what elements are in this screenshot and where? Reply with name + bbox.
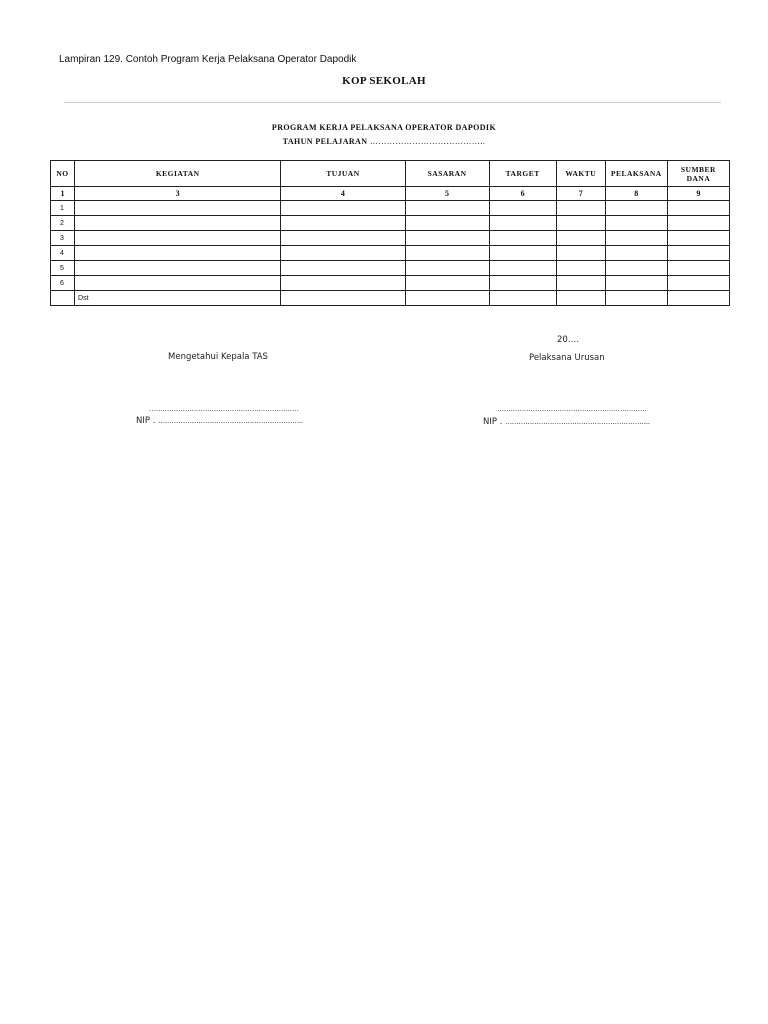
row-sasaran [405,216,489,231]
header-number-cell: 9 [667,187,729,201]
row-target [489,291,556,306]
program-title [0,121,768,149]
header-tujuan: TUJUAN [281,161,405,187]
header-target: TARGET [489,161,556,187]
table-row [51,201,730,216]
row-tujuan [281,201,405,216]
row-tujuan [281,276,405,291]
row-kegiatan [75,231,281,246]
row-target [489,231,556,246]
header-pelaksana: PELAKSANA [605,161,667,187]
header-number-cell: 3 [75,187,281,201]
row-target [489,261,556,276]
table-row [51,276,730,291]
header-waktu: WAKTU [556,161,605,187]
table-row [51,291,730,306]
row-sumber-dana [667,201,729,216]
row-sumber-dana [667,216,729,231]
table-row [51,231,730,246]
row-sasaran [405,261,489,276]
row-sumber-dana [667,231,729,246]
row-waktu [556,291,605,306]
table-row [51,261,730,276]
row-sumber-dana [667,291,729,306]
row-sasaran [405,246,489,261]
left-nip [136,416,303,426]
row-sasaran [405,231,489,246]
row-tujuan [281,291,405,306]
header-sumber-dana: SUMBER DANA [667,161,729,187]
header-number-cell: 8 [605,187,667,201]
header-kegiatan: KEGIATAN [75,161,281,187]
row-waktu [556,201,605,216]
header-divider [64,102,721,103]
row-waktu [556,231,605,246]
header-number-cell: 7 [556,187,605,201]
row-tujuan [281,231,405,246]
row-pelaksana [605,216,667,231]
left-nip-label: NIP . [136,416,156,426]
row-kegiatan [75,216,281,231]
header-number-cell: 6 [489,187,556,201]
table-number-row [51,187,730,201]
row-pelaksana [605,231,667,246]
row-waktu [556,261,605,276]
row-no: 5 [51,261,75,276]
row-pelaksana [605,276,667,291]
table-row [51,246,730,261]
row-target [489,246,556,261]
header-number-cell: 5 [405,187,489,201]
row-waktu [556,276,605,291]
right-signature-label: Pelaksana Urusan [529,353,605,363]
row-pelaksana [605,261,667,276]
row-sumber-dana [667,276,729,291]
right-nip [483,417,650,427]
row-tujuan [281,246,405,261]
right-nip-dots: ……………………………………………………….. [505,418,650,426]
row-tujuan [281,216,405,231]
row-pelaksana [605,291,667,306]
row-kegiatan [75,246,281,261]
right-signature-name-line: …………………………………………………………. [497,405,647,413]
left-signature-name-line: …………………………………………………………. [149,405,299,413]
row-sumber-dana [667,261,729,276]
row-sumber-dana [667,246,729,261]
header-number-cell: 1 [51,187,75,201]
header-sasaran: SASARAN [405,161,489,187]
row-sasaran [405,291,489,306]
right-nip-label: NIP . [483,417,503,427]
row-kegiatan [75,201,281,216]
row-kegiatan: Dst [75,291,281,306]
row-pelaksana [605,246,667,261]
row-kegiatan [75,276,281,291]
row-kegiatan [75,261,281,276]
program-title-line1: PROGRAM KERJA PELAKSANA OPERATOR DAPODIK [271,123,497,132]
header-number-cell: 4 [281,187,405,201]
document-caption: Lampiran 129. Contoh Program Kerja Pelaksana Operator Dapodik [59,54,357,65]
row-sasaran [405,276,489,291]
tahun-pelajaran-dots: ………………………………….. [369,137,486,146]
left-nip-dots: ……………………………………………………….. [158,417,303,425]
table-header-row [51,161,730,187]
row-sasaran [405,201,489,216]
row-target [489,201,556,216]
row-no: 3 [51,231,75,246]
row-waktu [556,216,605,231]
row-no: 4 [51,246,75,261]
kop-sekolah-heading: KOP SEKOLAH [342,75,426,87]
table-row [51,216,730,231]
header-no: NO [51,161,75,187]
row-no: 2 [51,216,75,231]
program-table [50,160,730,306]
row-no: 6 [51,276,75,291]
tahun-pelajaran-label: TAHUN PELAJARAN [282,137,368,146]
right-signature-date: 20…. [557,335,580,345]
left-signature-label: Mengetahui Kepala TAS [168,352,268,362]
row-target [489,276,556,291]
row-tujuan [281,261,405,276]
row-waktu [556,246,605,261]
row-target [489,216,556,231]
program-title-line2 [0,135,768,149]
row-no: 1 [51,201,75,216]
row-no [51,291,75,306]
row-pelaksana [605,201,667,216]
